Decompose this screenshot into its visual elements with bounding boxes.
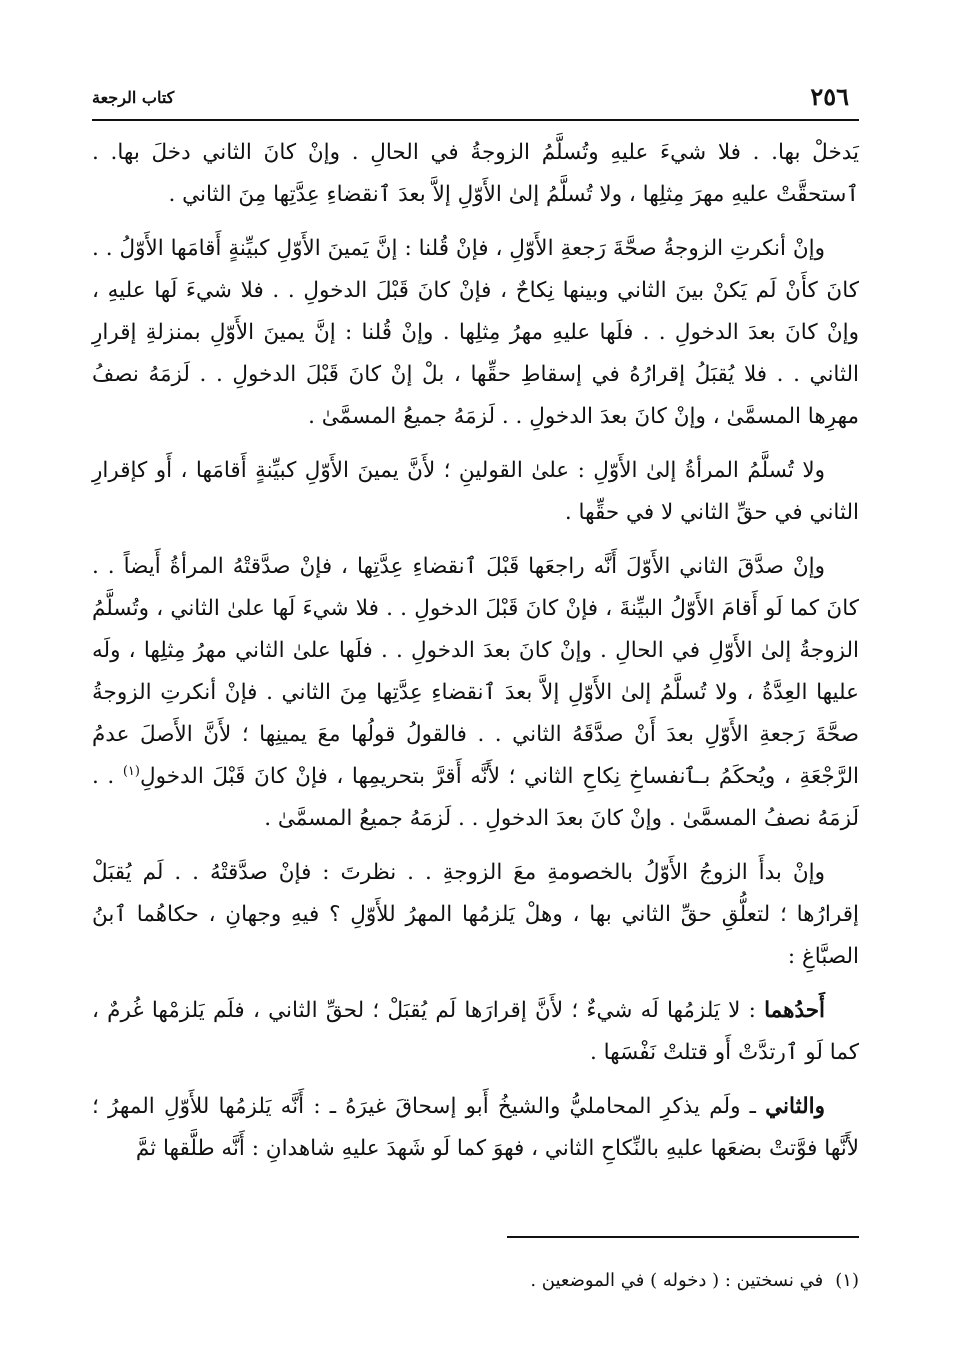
paragraph-text: وإنْ أنكرتِ الزوجةُ صحَّةَ رَجعةِ الأَوّلِ ، فإنْ قُلنا : إنَّ يَمينَ الأَوّلِ كبيِّنةٍ أَقامَها الأَوّلُ . . كانَ كأَنْ لَم يَكنْ بينَ الثاني وبينها نِكاحٌ ، فإنْ كانَ قَبْلَ الدخولِ . . فلا شيءَ لَها عليهِ ، وإنْ كانَ بعدَ الدخولِ . . فلَها عليهِ مهرُ مِثلِها . وإنْ قُلنا : إنَّ يمينَ الأَوّلِ بمنزلةِ إقرارِ الثاني . . فلا يُقبَلُ إقرارُهُ في إسقاطِ حقِّها ، بلْ إنْ كانَ قَبْلَ الدخولِ . . لَزمَهُ نصفُ مهرِها المسمَّىٰ ، وإنْ كانَ بعدَ الدخولِ . . لَزمَهُ جميعُ المسمَّىٰ . xyxy=(92,236,859,429)
body-text xyxy=(92,132,859,1182)
book-title: كتاب الرجعة xyxy=(92,88,175,107)
footnote-number: (١) xyxy=(835,1270,859,1291)
paragraph-text: وإنْ صدَّقَ الثاني الأَوّلَ أَنَّه راجعَها قَبْلَ ٱنقضاءِ عِدَّتِها ، فإنْ صدَّقتْهُ المرأةُ أَيضاً . . كانَ كما لَو أَقامَ الأَوّلُ البيِّنةَ ، فإنْ كانَ قَبْلَ الدخولِ . . فلا شيءَ لَها علىٰ الثاني ، وتُسلَّمُ الزوجةُ إلىٰ الأَوّلِ في الحالِ . وإنْ كانَ بعدَ الدخولِ . . فلَها علىٰ الثاني مهرُ مِثلِها ، ولَه عليها العِدَّةُ ، ولا تُسلَّمُ إلىٰ الأَوّلِ إلاَّ بعدَ ٱنقضاءِ عِدَّتِها مِنَ الثاني . فإنْ أنكرتِ الزوجةُ صحَّةَ رَجعةِ الأَوّلِ بعدَ أَنْ صدَّقَهُ الثاني . . فالقولُ قولُها معَ يمينِها ؛ لأَنَّ الأَصلَ عدمُ الرَّجْعَةِ ، ويُحكَمُ بـٱنفساخِ نِكاحِ الثاني ؛ لأَنَّه أَقرَّ بتحريمِها ، فإنْ كانَ قَبْلَ الدخولِ xyxy=(92,554,859,789)
paragraph xyxy=(92,852,859,978)
footnote-text: في نسختين : ( دخوله ) في الموضعين . xyxy=(530,1270,824,1291)
footnote-reference: (١) xyxy=(122,763,140,779)
paragraph xyxy=(92,990,859,1074)
page-number: ٢٥٦ xyxy=(810,82,849,111)
paragraph-text: ولا تُسلَّمُ المرأةُ إلىٰ الأَوّلِ : علىٰ القولينِ ؛ لأَنَّ يمينَ الأَوّلِ كبيِّنةٍ أَقامَها ، أَو كإقرارِ الثاني في حقِّ الثاني لا في حقِّها . xyxy=(92,458,859,525)
footnote-divider xyxy=(507,1236,859,1238)
paragraph-text: يَدخلْ بها. . فلا شيءَ عليهِ وتُسلَّمُ الزوجةُ في الحالِ . وإنْ كانَ الثاني دخلَ بها. . ٱستحقَّتْ عليهِ مهرَ مِثلِها ، ولا تُسلَّمُ إلىٰ الأَوّلِ إلاَّ بعدَ ٱنقضاءِ عِدَّتِها مِنَ الثاني . xyxy=(92,140,859,207)
paragraph xyxy=(92,450,859,534)
paragraph xyxy=(92,228,859,438)
paragraph-lead-word: أَحدُهما xyxy=(764,998,825,1023)
paragraph-text: ـ ولَم يذكرِ المحامليُّ والشيخُ أَبو إسحاقَ غيرَهُ ـ : أَنَّه يَلزمُها للأَوّلِ المهرُ ؛ لأَنَّها فوَّتتْ بضعَها عليهِ بالنِّكاحِ الثاني ، فهوَ كما لَو شَهدَ عليهِ شاهدانِ : أَنَّه طلَّقها ثمَّ xyxy=(92,1094,859,1161)
paragraph xyxy=(92,1086,859,1170)
header-divider xyxy=(92,119,859,121)
paragraph xyxy=(92,546,859,840)
paragraph-text-continued: . . لَزمَهُ نصفُ المسمَّىٰ . وإنْ كانَ بعدَ الدخولِ . . لَزمَهُ جميعُ المسمَّىٰ . xyxy=(92,764,859,831)
paragraph-text: : لا يَلزمُها لَه شيءٌ ؛ لأَنَّ إقرارَها لَم يُقبَلْ ؛ لحقِّ الثاني ، فلَم يَلزمْها غُرمٌ ، كما لَو ٱرتدَّتْ أَو قتلتْ نَفْسَها . xyxy=(92,998,859,1065)
footnote xyxy=(92,1266,859,1296)
paragraph xyxy=(92,132,859,216)
page-header xyxy=(92,80,849,116)
paragraph-lead-word: والثاني xyxy=(765,1094,825,1119)
paragraph-text: وإنْ بدأَ الزوجُ الأَوّلُ بالخصومةِ معَ الزوجةِ . . نظرتَ : فإنْ صدَّقتْهُ . . لَم يُقبَلْ إقرارُها ؛ لتعلُّقِ حقِّ الثاني بها ، وهلْ يَلزمُها المهرُ للأَوّلِ ؟ فيهِ وجهانِ ، حكاهُما ٱبنُ الصبَّاغِ : xyxy=(92,860,859,969)
